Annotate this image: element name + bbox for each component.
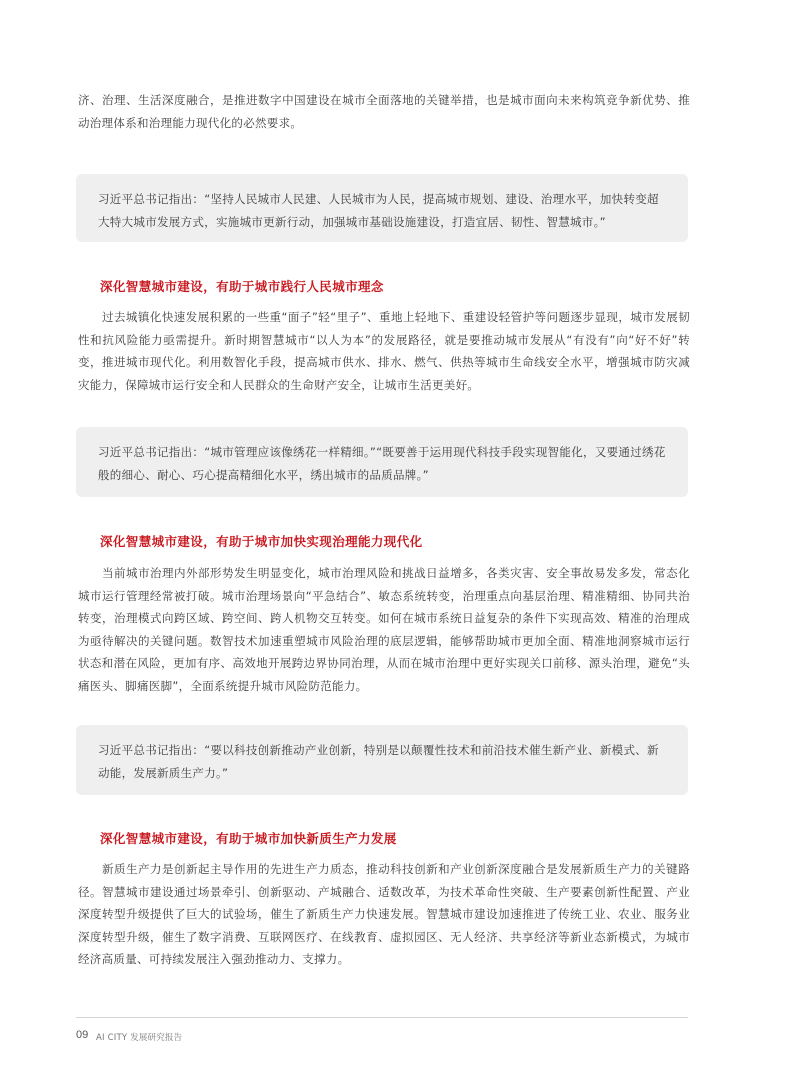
report-title: AI CITY 发展研究报告 [96,1033,183,1043]
quote-box-3: 习近平总书记指出：“要以科技创新推动产业创新，特别是以颠覆性技术和前沿技术催生新产业、新模式、新动能，发展新质生产力。” [76,725,688,795]
quote-box-2: 习近平总书记指出：“城市管理应该像绣花一样精细。”“既要善于运用现代科技手段实现智能化，又要通过绣花般的细心、耐心、巧心提高精细化水平，绣出城市的品质品牌。” [76,427,688,497]
section-body-1: 过去城镇化快速发展积累的一些重“面子”轻“里子”、重地上轻地下、重建设轻管护等问题逐步显现，城市发展韧性和抗风险能力亟需提升。新时期智慧城市“以人为本”的发展路径，就是要推动城市发展从“有没有”向“好不好”转变，推进城市现代化。利用数智化手段，提高城市供水、排水、燃气、供热等城市生命线安全水平，增强城市防灾减灾能力，保障城市运行安全和人民群众的生命财产安全，让城市生活更美好。 [78,310,690,392]
page-number: 09 [76,1029,89,1041]
section-heading-1: 深化智慧城市建设，有助于城市践行人民城市理念 [100,279,384,294]
section-heading-2: 深化智慧城市建设，有助于城市加快实现治理能力现代化 [100,534,423,549]
intro-paragraph: 济、治理、生活深度融合，是推进数字中国建设在城市全面落地的关键举措，也是城市面向未来构筑竞争新优势、推动治理体系和治理能力现代化的必然要求。 [78,93,690,130]
section-body-2: 当前城市治理内外部形势发生明显变化，城市治理风险和挑战日益增多，各类灾害、安全事故易发多发，常态化城市运行管理经常被打破。城市治理场景向“平急结合”、敏态系统转变，治理重点向基层治理、精准精细、协同共治转变，治理模式向跨区域、跨空间、跨人机物交互转变。如何在城市系统日益复杂的条件下实现高效、精准的治理成为亟待解决的关键问题。数智技术加速重塑城市风险治理的底层逻辑，能够帮助城市更加全面、精准地洞察城市运行状态和潜在风险，更加有序、高效地开展跨边界协同治理，从而在城市治理中更好实现关口前移、源头治理，避免“头痛医头、脚痛医脚”，全面系统提升城市风险防范能力。 [78,566,690,693]
footer-divider [76,1017,688,1018]
section-heading-3: 深化智慧城市建设，有助于城市加快新质生产力发展 [100,831,397,846]
section-body-3: 新质生产力是创新起主导作用的先进生产力质态，推动科技创新和产业创新深度融合是发展新质生产力的关键路径。智慧城市建设通过场景牵引、创新驱动、产城融合、适数改革，为技术革命性突破、生产要素创新性配置、产业深度转型升级提供了巨大的试验场，催生了新质生产力快速发展。智慧城市建设加速推进了传统工业、农业、服务业深度转型升级，催生了数字消费、互联网医疗、在线教育、虚拟园区、无人经济、共享经济等新业态新模式，为城市经济高质量、可持续发展注入强劲推动力、支撑力。 [78,862,690,966]
quote-box-1: 习近平总书记指出：“坚持人民城市人民建、人民城市为人民，提高城市规划、建设、治理水平，加快转变超大特大城市发展方式，实施城市更新行动，加强城市基础设施建设，打造宜居、韧性、智慧城市。” [76,174,688,242]
